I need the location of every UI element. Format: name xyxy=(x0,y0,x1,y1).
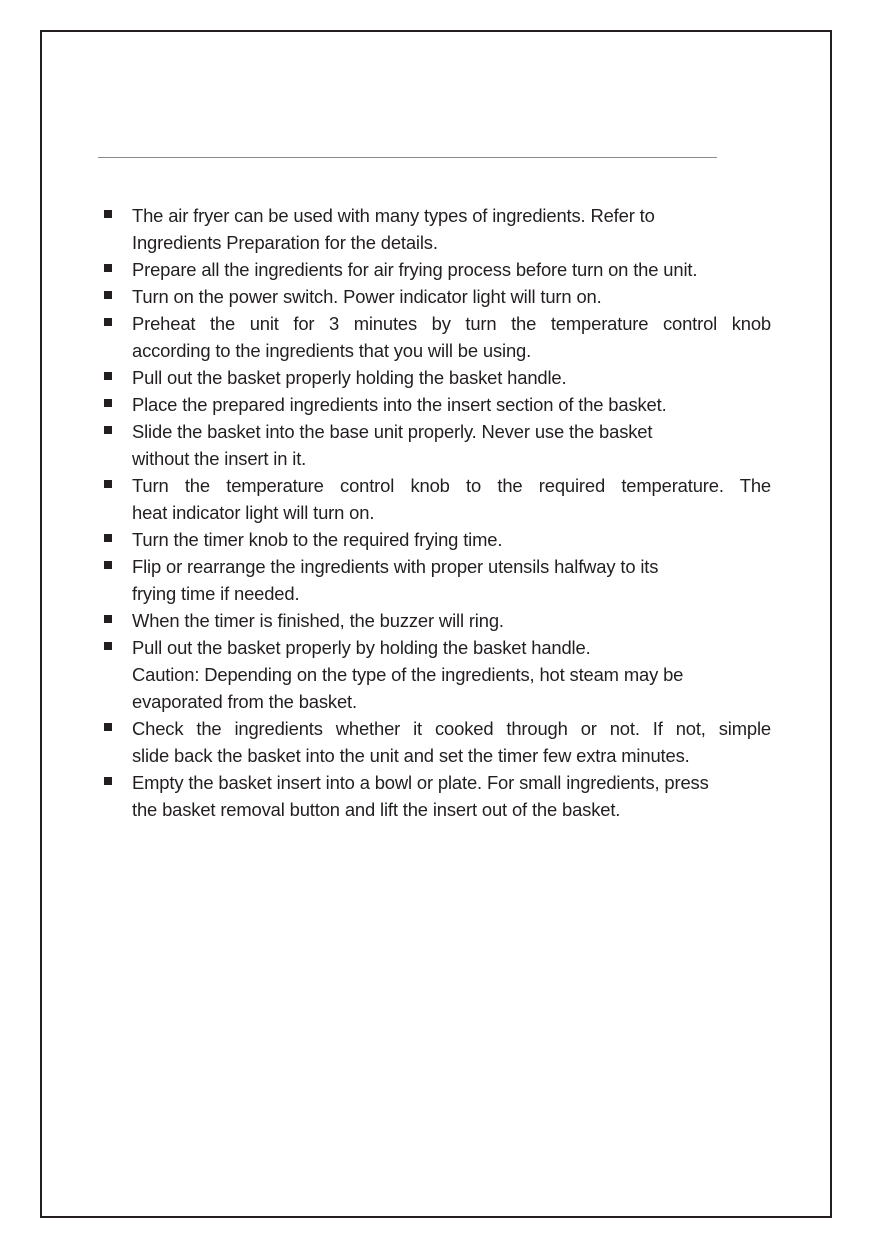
instruction-item-10 xyxy=(101,553,771,607)
instruction-list xyxy=(101,202,771,823)
square-bullet-icon xyxy=(104,372,112,380)
square-bullet-icon xyxy=(104,399,112,407)
square-bullet-icon xyxy=(104,291,112,299)
square-bullet-icon xyxy=(104,777,112,785)
square-bullet-icon xyxy=(104,264,112,272)
square-bullet-icon xyxy=(104,615,112,623)
instruction-text-line: the basket removal button and lift the insert out of the basket. xyxy=(132,799,621,820)
instruction-text-line: according to the ingredients that you will be using. xyxy=(132,340,532,361)
instruction-item-8 xyxy=(101,472,771,526)
instruction-text-line: frying time if needed. xyxy=(132,583,300,604)
instruction-text-line: slide back the basket into the unit and set the timer few extra minutes. xyxy=(132,745,690,766)
instruction-text-line: Prepare all the ingredients for air frying process before turn on the unit. xyxy=(132,259,698,280)
caution-text-line: evaporated from the basket. xyxy=(132,691,357,712)
instruction-item-13 xyxy=(101,715,771,769)
instruction-item-6 xyxy=(101,391,771,418)
instruction-text-line: Place the prepared ingredients into the insert section of the basket. xyxy=(132,394,667,415)
instruction-item-5 xyxy=(101,364,771,391)
instruction-text-line: Check the ingredients whether it cooked through or not. If not, simple xyxy=(132,718,771,739)
instruction-item-9 xyxy=(101,526,771,553)
square-bullet-icon xyxy=(104,561,112,569)
instruction-text-line: Empty the basket insert into a bowl or plate. For small ingredients, press xyxy=(132,772,709,793)
instruction-text-line: without the insert in it. xyxy=(132,448,307,469)
square-bullet-icon xyxy=(104,723,112,731)
instruction-text-line: Preheat the unit for 3 minutes by turn the temperature control knob xyxy=(132,313,771,334)
instruction-text-line: When the timer is finished, the buzzer will ring. xyxy=(132,610,504,631)
instruction-item-1 xyxy=(101,202,771,256)
instruction-text-line: Turn the timer knob to the required frying time. xyxy=(132,529,503,550)
instruction-item-7 xyxy=(101,418,771,472)
instruction-item-11 xyxy=(101,607,771,634)
square-bullet-icon xyxy=(104,426,112,434)
instruction-text-line: heat indicator light will turn on. xyxy=(132,502,375,523)
instruction-text-line: Pull out the basket properly holding the basket handle. xyxy=(132,367,567,388)
instruction-text-line: Turn on the power switch. Power indicator light will turn on. xyxy=(132,286,602,307)
instruction-text-line: Slide the basket into the base unit properly. Never use the basket xyxy=(132,421,653,442)
instruction-item-3 xyxy=(101,283,771,310)
instruction-text-line: Pull out the basket properly by holding the basket handle. xyxy=(132,637,591,658)
square-bullet-icon xyxy=(104,210,112,218)
header-divider xyxy=(98,157,717,158)
instruction-item-4 xyxy=(101,310,771,364)
square-bullet-icon xyxy=(104,480,112,488)
instruction-item-2 xyxy=(101,256,771,283)
instruction-text-line: Ingredients Preparation for the details. xyxy=(132,232,438,253)
instruction-text-line: Turn the temperature control knob to the required temperature. The xyxy=(132,475,771,496)
square-bullet-icon xyxy=(104,534,112,542)
instruction-text-line: Flip or rearrange the ingredients with proper utensils halfway to its xyxy=(132,556,659,577)
square-bullet-icon xyxy=(104,318,112,326)
instruction-item-12 xyxy=(101,634,771,715)
instruction-text-line: The air fryer can be used with many types of ingredients. Refer to xyxy=(132,205,655,226)
square-bullet-icon xyxy=(104,642,112,650)
instruction-item-14 xyxy=(101,769,771,823)
caution-text-line: Caution: Depending on the type of the ingredients, hot steam may be xyxy=(132,664,684,685)
